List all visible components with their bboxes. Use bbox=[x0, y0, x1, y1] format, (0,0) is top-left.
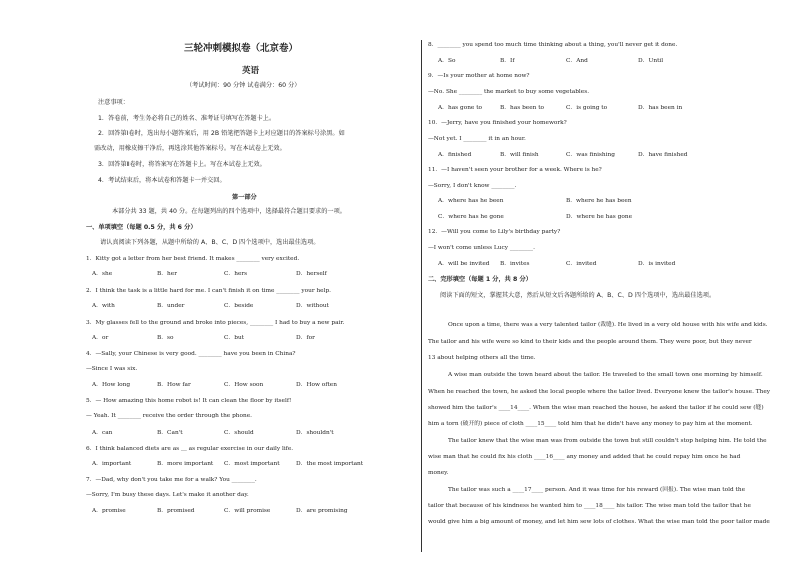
option[interactable]: B．How far bbox=[157, 382, 191, 388]
passage-line: wise man that he could fix his cloth ____16____ any money and added that he could repay him once he had bbox=[428, 454, 741, 460]
passage-line: The tailor was such a ____17____ person. And it was time for his reward (回报). The wise man told the bbox=[448, 487, 746, 493]
passage-line: When he reached the town, he asked the local people where the tailor lived. Everyone knew the tailor's house. They bbox=[428, 389, 771, 395]
passage-line: would give him a big amount of money, and let him sew lots of clothes. What the wise man told the poor tailor made bbox=[428, 519, 770, 525]
option[interactable]: A．or bbox=[92, 335, 109, 341]
passage-line: A wise man outside the town heard about the tailor. He traveled to the small town one morning by himself. bbox=[448, 372, 763, 378]
question-stem-line2: —Sorry, I'm busy these days. Let's make it another day. bbox=[86, 492, 249, 498]
passage-line: The tailor knew that the wise man was from outside the town but still couldn't stop helping him. He told the bbox=[448, 438, 767, 444]
option[interactable]: A．promise bbox=[92, 508, 126, 514]
question-stem: 4．—Sally, your Chinese is very good. ________ have you been in China? bbox=[86, 351, 296, 357]
section-heading: 二、完形填空（每题 1 分，共 8 分） bbox=[428, 276, 532, 283]
option[interactable]: B．If bbox=[500, 58, 515, 64]
passage-line: Once upon a time, there was a very talented tailor (裁缝). He lived in a very old house with his wife and kids. bbox=[448, 322, 768, 328]
option[interactable]: D．herself bbox=[296, 271, 327, 277]
section-instructions: 请认真阅读下列各题，从题中所给的 A、B、C、D 四个选项中，选出最佳选项。 bbox=[100, 239, 320, 246]
question-stem: 8．________ you spend too much time thinking about a thing, you'll never get it done. bbox=[428, 42, 678, 48]
exam-info: （考试时间：90 分钟 试卷满分：60 分） bbox=[186, 82, 301, 89]
option[interactable]: C．was finishing bbox=[566, 152, 615, 158]
option[interactable]: D．for bbox=[296, 335, 315, 341]
option[interactable]: D．without bbox=[296, 303, 329, 309]
section-instructions: 阅读下面的短文，掌握其大意，然后从短文后各题所给的 A、B、C、D 四个选项中，选出最佳选项。 bbox=[440, 292, 716, 299]
option[interactable]: D．shouldn't bbox=[296, 430, 334, 436]
question-stem: 5．— How amazing this home robot is! It can clean the floor by itself! bbox=[86, 398, 292, 404]
note-item: 1．答卷前，考生务必将自己的姓名、准考证号填写在答题卡上。 bbox=[98, 115, 276, 122]
option[interactable]: C．but bbox=[224, 335, 245, 341]
question-stem: 12．—Will you come to Lily's birthday party? bbox=[428, 229, 561, 235]
subject-title: 英语 bbox=[242, 66, 260, 76]
option[interactable]: B．will finish bbox=[500, 152, 539, 158]
question-stem: 3．My glasses fell to the ground and broke into pieces, ________ I had to buy a new pair. bbox=[86, 320, 345, 326]
option[interactable]: D．the most important bbox=[296, 461, 364, 467]
option[interactable]: C．invited bbox=[566, 261, 597, 267]
section-heading: 一、单项填空（每题 0.5 分，共 6 分） bbox=[86, 224, 197, 231]
column-divider bbox=[421, 40, 422, 552]
option[interactable]: C．where has he gone bbox=[438, 214, 504, 220]
question-stem: 9．—Is your mother at home now? bbox=[428, 73, 530, 79]
question-stem: 2．I think the task is a little hard for me. I can't finish it on time ________ your help. bbox=[86, 288, 332, 294]
option[interactable]: C．hers bbox=[224, 271, 248, 277]
option[interactable]: C．most important bbox=[224, 461, 280, 467]
notes-heading: 注意事项： bbox=[98, 99, 129, 106]
option[interactable]: D．Until bbox=[638, 58, 664, 64]
option[interactable]: A．How long bbox=[92, 382, 131, 388]
question-stem-line2: —Sorry, I don't know ________. bbox=[428, 183, 517, 189]
option[interactable]: A．has gone to bbox=[438, 105, 483, 111]
question-stem: 6．I think balanced diets are as ＿ as regular exercise in our daily life. bbox=[86, 446, 294, 452]
question-stem: 7．—Dad, why don't you take me for a walk? You ________. bbox=[86, 477, 257, 483]
option[interactable]: A．finished bbox=[438, 152, 472, 158]
passage-line: showed him the tailor's ____14____. When the wise man reached the house, he asked the tailor if he could sew (缝) bbox=[428, 405, 764, 411]
option[interactable]: B．under bbox=[157, 303, 185, 309]
option[interactable]: B．more important bbox=[157, 461, 214, 467]
note-item: 3．回答第Ⅱ卷时，将答案写在答题卡上。写在本试卷上无效。 bbox=[98, 161, 266, 168]
option[interactable]: B．promised bbox=[157, 508, 195, 514]
option[interactable]: C．And bbox=[566, 58, 588, 64]
part-heading: 第一部分 bbox=[232, 194, 257, 201]
option[interactable]: B．invites bbox=[500, 261, 530, 267]
option[interactable]: D．has been in bbox=[638, 105, 683, 111]
question-stem-line2: —I won't come unless Lucy ________. bbox=[428, 245, 535, 251]
option[interactable]: C．beside bbox=[224, 303, 254, 309]
question-stem-line2: —Not yet. I ________ it in an hour. bbox=[428, 136, 526, 142]
question-stem: 1．Kitty got a letter from her best friend. It makes ________ very excited. bbox=[86, 256, 300, 262]
passage-line: money. bbox=[428, 470, 449, 476]
note-item: 2．回答第Ⅰ卷时，选出每小题答案后，用 2B 铅笔把答题卡上对应题目的答案标号涂黑。如 bbox=[98, 130, 345, 137]
option[interactable]: D．where he has gone bbox=[566, 214, 632, 220]
question-stem-line2: — Yeah. It ________ receive the order through the phone. bbox=[86, 413, 253, 419]
option[interactable]: A．So bbox=[438, 58, 456, 64]
option[interactable]: C．is going to bbox=[566, 105, 608, 111]
option[interactable]: B．Can't bbox=[157, 430, 183, 436]
option[interactable]: A．where has he been bbox=[438, 198, 504, 204]
option[interactable]: A．important bbox=[92, 461, 132, 467]
passage-line: tailor that because of his kindness he wanted him to ____18____ his tailor. The wise man told the tailor that he bbox=[428, 503, 751, 509]
option[interactable]: D．are promising bbox=[296, 508, 348, 514]
option[interactable]: C．How soon bbox=[224, 382, 264, 388]
question-stem-line2: —No. She ________ the market to buy some vegetables. bbox=[428, 89, 590, 95]
note-item: 4．考试结束后，将本试卷和答题卡一并交回。 bbox=[98, 177, 226, 184]
part-description: 本部分共 33 题，共 40 分。在每题列出的四个选项中，选择最符合题目要求的一项。 bbox=[112, 208, 346, 215]
option[interactable]: D．have finished bbox=[638, 152, 688, 158]
question-stem-line2: —Since I was six. bbox=[86, 366, 138, 372]
option[interactable]: B．so bbox=[157, 335, 174, 341]
option[interactable]: C．should bbox=[224, 430, 254, 436]
option[interactable]: D．is invited bbox=[638, 261, 676, 267]
option[interactable]: B．where he has been bbox=[566, 198, 632, 204]
passage-line: 13 about helping others all the time. bbox=[428, 355, 536, 361]
note-item: 需改动，用橡皮擦干净后，再选涂其他答案标号。写在本试卷上无效。 bbox=[94, 145, 286, 152]
option[interactable]: A．she bbox=[92, 271, 113, 277]
option[interactable]: A．with bbox=[92, 303, 115, 309]
passage-line: him a torn (破开的) piece of cloth ____15____ told him that he didn't have any money to pay him at the moment. bbox=[428, 421, 753, 427]
exam-title: 三轮冲刺模拟卷（北京卷） bbox=[184, 43, 299, 54]
option[interactable]: A．will be invited bbox=[438, 261, 490, 267]
option[interactable]: B．has been to bbox=[500, 105, 545, 111]
question-stem: 10．—Jerry, have you finished your homework? bbox=[428, 120, 567, 126]
option[interactable]: D．How often bbox=[296, 382, 337, 388]
passage-line: The tailor and his wife were so kind to their kids and the people around them. They were poor, but they never bbox=[428, 339, 752, 345]
option[interactable]: A．can bbox=[92, 430, 113, 436]
option[interactable]: B．her bbox=[157, 271, 177, 277]
question-stem: 11．—I haven't seen your brother for a week. Where is he? bbox=[428, 167, 602, 173]
option[interactable]: C．will promise bbox=[224, 508, 271, 514]
